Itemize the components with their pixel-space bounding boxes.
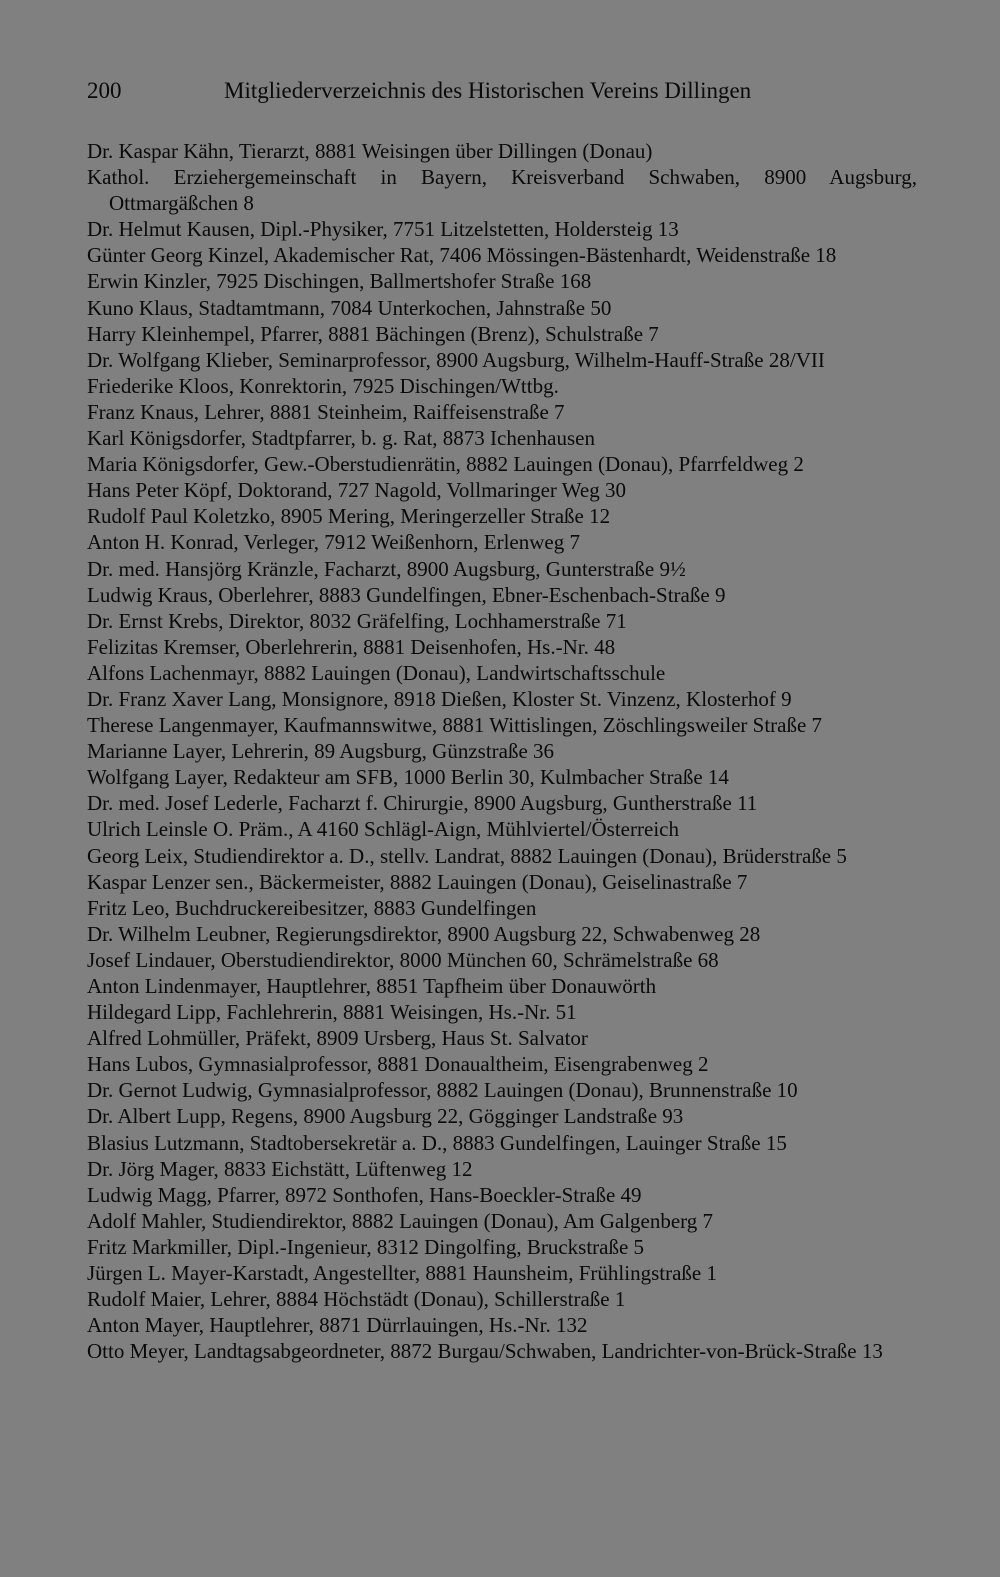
- member-entry: Rudolf Maier, Lehrer, 8884 Höchstädt (Donau), Schillerstraße 1: [87, 1287, 626, 1312]
- member-entry: Hildegard Lipp, Fachlehrerin, 8881 Weisingen, Hs.-Nr. 51: [87, 1000, 577, 1025]
- member-entry: Hans Lubos, Gymnasialprofessor, 8881 Donaualtheim, Eisengrabenweg 2: [87, 1052, 709, 1077]
- member-entry: Harry Kleinhempel, Pfarrer, 8881 Bächingen (Brenz), Schulstraße 7: [87, 321, 659, 346]
- member-entry: Kaspar Lenzer sen., Bäckermeister, 8882 Lauingen (Donau), Geiselinastraße 7: [87, 869, 748, 894]
- member-entry: Dr. med. Josef Lederle, Facharzt f. Chirurgie, 8900 Augsburg, Guntherstraße 11: [87, 791, 758, 816]
- member-entry: Anton H. Konrad, Verleger, 7912 Weißenhorn, Erlenweg 7: [87, 530, 580, 555]
- member-entry: Franz Knaus, Lehrer, 8881 Steinheim, Raiffeisenstraße 7: [87, 399, 565, 424]
- member-entry: Dr. Kaspar Kähn, Tierarzt, 8881 Weisingen über Dillingen (Donau): [87, 139, 653, 163]
- member-entry: Dr. Gernot Ludwig, Gymnasialprofessor, 8882 Lauingen (Donau), Brunnenstraße 10: [87, 1078, 798, 1103]
- member-entry: Karl Königsdorfer, Stadtpfarrer, b. g. Rat, 8873 Ichenhausen: [87, 426, 595, 451]
- member-entry: Ludwig Kraus, Oberlehrer, 8883 Gundelfingen, Ebner-Eschenbach-Straße 9: [87, 582, 726, 607]
- member-entry: Alfons Lachenmayr, 8882 Lauingen (Donau), Landwirtschaftsschule: [87, 660, 666, 685]
- member-entry: Fritz Markmiller, Dipl.-Ingenieur, 8312 Dingolfing, Bruckstraße 5: [87, 1234, 645, 1259]
- member-entry: Marianne Layer, Lehrerin, 89 Augsburg, Günzstraße 36: [87, 739, 555, 764]
- member-entry: Dr. Helmut Kausen, Dipl.-Physiker, 7751 Litzelstetten, Holdersteig 13: [87, 217, 679, 242]
- member-entry: Georg Leix, Studiendirektor a. D., stellv. Landrat, 8882 Lauingen (Donau), Brüderstraße 5: [87, 843, 847, 868]
- running-title: Mitgliederverzeichnis des Historischen Vereins Dillingen: [224, 78, 752, 103]
- member-entry: Therese Langenmayer, Kaufmannswitwe, 8881 Wittislingen, Zöschlingsweiler Straße 7: [87, 713, 823, 738]
- member-entry: Kathol. Erziehergemeinschaft in Bayern, Kreisverband Schwaben, 8900 Augsburg, Ottmargäßchen 8: [87, 165, 917, 216]
- member-entry: Hans Peter Köpf, Doktorand, 727 Nagold, Vollmaringer Weg 30: [87, 478, 626, 503]
- member-entry: Erwin Kinzler, 7925 Dischingen, Ballmertshofer Straße 168: [87, 269, 592, 294]
- member-entry: Dr. Ernst Krebs, Direktor, 8032 Gräfelfing, Lochhamerstraße 71: [87, 608, 627, 633]
- member-entry: Dr. Wilhelm Leubner, Regierungsdirektor, 8900 Augsburg 22, Schwabenweg 28: [87, 921, 761, 946]
- member-entry: Ulrich Leinsle O. Präm., A 4160 Schlägl-Aign, Mühlviertel/Österreich: [87, 817, 679, 842]
- member-entry: Kuno Klaus, Stadtamtmann, 7084 Unterkochen, Jahnstraße 50: [87, 295, 612, 320]
- member-entry: Dr. Franz Xaver Lang, Monsignore, 8918 Dießen, Kloster St. Vinzenz, Klosterhof 9: [87, 686, 792, 711]
- member-entry: Maria Königsdorfer, Gew.-Oberstudienrätin, 8882 Lauingen (Donau), Pfarrfeldweg 2: [87, 452, 804, 477]
- member-entry: Fritz Leo, Buchdruckereibesitzer, 8883 Gundelfingen: [87, 895, 537, 920]
- member-list: [87, 138, 917, 1364]
- member-entry: Ludwig Magg, Pfarrer, 8972 Sonthofen, Hans-Boeckler-Straße 49: [87, 1182, 642, 1207]
- member-entry: Felizitas Kremser, Oberlehrerin, 8881 Deisenhofen, Hs.-Nr. 48: [87, 634, 616, 659]
- page-number: 200: [87, 78, 122, 103]
- member-entry: Wolfgang Layer, Redakteur am SFB, 1000 Berlin 30, Kulmbacher Straße 14: [87, 765, 729, 790]
- member-entry: Friederike Kloos, Konrektorin, 7925 Dischingen/Wttbg.: [87, 373, 559, 398]
- member-entry: Dr. Albert Lupp, Regens, 8900 Augsburg 22, Gögginger Landstraße 93: [87, 1104, 684, 1129]
- member-entry: Dr. med. Hansjörg Kränzle, Facharzt, 8900 Augsburg, Gunterstraße 9½: [87, 556, 686, 581]
- page-header: [87, 78, 787, 112]
- member-entry: Günter Georg Kinzel, Akademischer Rat, 7406 Mössingen-Bästenhardt, Weidenstraße 18: [87, 243, 837, 268]
- member-entry: Dr. Jörg Mager, 8833 Eichstätt, Lüftenweg 12: [87, 1156, 473, 1181]
- member-entry: Anton Mayer, Hauptlehrer, 8871 Dürrlauingen, Hs.-Nr. 132: [87, 1313, 588, 1338]
- member-entry: Dr. Wolfgang Klieber, Seminarprofessor, 8900 Augsburg, Wilhelm-Hauff-Straße 28/VII: [87, 347, 825, 372]
- member-entry: Anton Lindenmayer, Hauptlehrer, 8851 Tapfheim über Donauwörth: [87, 974, 657, 998]
- member-entry: Rudolf Paul Koletzko, 8905 Mering, Meringerzeller Straße 12: [87, 504, 611, 529]
- member-entry: Otto Meyer, Landtagsabgeordneter, 8872 Burgau/Schwaben, Landrichter-von-Brück-Straße 13: [87, 1339, 883, 1364]
- member-entry: Jürgen L. Mayer-Karstadt, Angestellter, 8881 Haunsheim, Frühlingstraße 1: [87, 1261, 717, 1286]
- member-entry: Josef Lindauer, Oberstudiendirektor, 8000 München 60, Schrämelstraße 68: [87, 947, 719, 972]
- member-entry: Blasius Lutzmann, Stadtobersekretär a. D., 8883 Gundelfingen, Lauinger Straße 15: [87, 1130, 787, 1155]
- member-entry: Adolf Mahler, Studiendirektor, 8882 Lauingen (Donau), Am Galgenberg 7: [87, 1208, 714, 1233]
- member-entry: Alfred Lohmüller, Präfekt, 8909 Ursberg, Haus St. Salvator: [87, 1026, 588, 1051]
